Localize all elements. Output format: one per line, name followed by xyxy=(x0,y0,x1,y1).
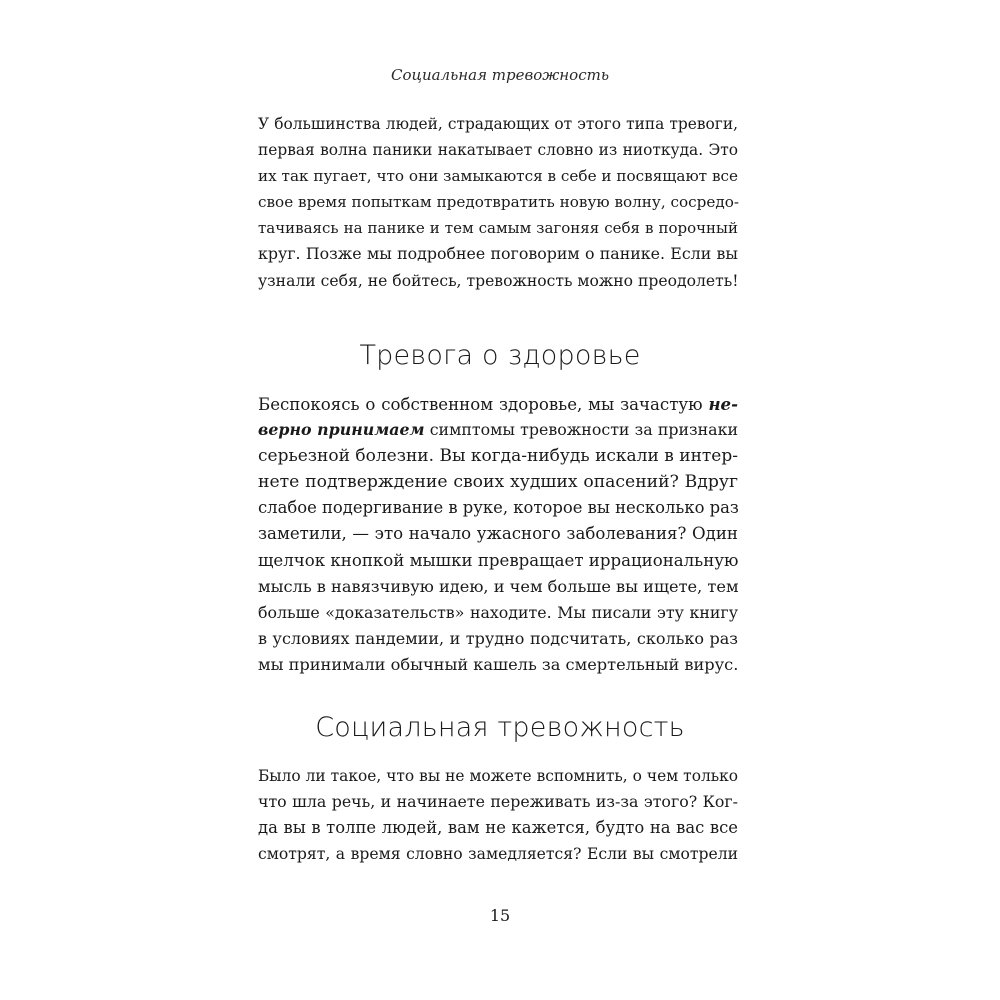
text-segment: Беспокоясь о собственном здоровье, мы зачастую xyxy=(258,395,709,414)
text-line: в условиях пандемии, и трудно подсчитать, сколько раз xyxy=(258,628,738,648)
text-line: Было ли такое, что вы не можете вспомнить, о чем только xyxy=(258,767,738,785)
text-line: что шла речь, и начинаете переживать из-за этого? Ког- xyxy=(258,792,738,812)
text-line xyxy=(258,391,738,417)
emphasis-text: не- xyxy=(708,394,738,414)
text-line: заметили, — это начало ужасного заболевания? Один xyxy=(258,524,738,544)
paragraph-health xyxy=(258,391,738,678)
text-line: нете подтверждение своих худших опасений? Вдруг xyxy=(258,472,738,493)
text-segment: симптомы тревожности за признаки xyxy=(424,420,738,440)
text-line xyxy=(258,417,738,443)
section-heading-health: Тревога о здоровье xyxy=(359,340,641,371)
paragraph-social xyxy=(258,763,738,867)
text-line: тачиваясь на панике и тем самым загоняя себя в порочный xyxy=(258,219,738,238)
emphasis-text: верно принимаем xyxy=(258,420,425,440)
section-heading-social: Социальная тревожность xyxy=(315,712,685,743)
text-line: мысль в навязчивую идею, и чем больше вы ищете, тем xyxy=(258,576,739,596)
text-line: первая волна паники накатывает словно из ниоткуда. Это xyxy=(258,141,738,160)
text-line: больше «доказательств» находите. Мы писали эту книгу xyxy=(258,602,738,622)
text-line: их так пугает, что они замыкаются в себе и посвящают все xyxy=(258,167,738,186)
text-line: да вы в толпе людей, вам не кажется, будто на вас все xyxy=(258,818,738,838)
text-line: У большинства людей, страдающих от этого типа тревоги, xyxy=(258,115,738,133)
running-head: Социальная тревожность xyxy=(390,66,610,84)
paragraph-panic xyxy=(258,111,738,294)
text-line: серьезной болезни. Вы когда-нибудь искали в интер- xyxy=(258,446,738,467)
page-number: 15 xyxy=(489,906,511,925)
text-line: щелчок кнопкой мышки превращает иррациональную xyxy=(258,550,739,570)
text-line: слабое подергивание в руке, которое вы несколько раз xyxy=(258,498,739,518)
text-line: круг. Позже мы подробнее поговорим о панике. Если вы xyxy=(258,244,738,264)
text-line: мы принимали обычный кашель за смертельный вирус. xyxy=(258,654,739,674)
text-line: узнали себя, не бойтесь, тревожность можно преодолеть! xyxy=(258,271,739,290)
text-line: свое время попыткам предотвратить новую волну, сосредо- xyxy=(258,193,739,212)
text-line: смотрят, а время словно замедляется? Если вы смотрели xyxy=(258,845,738,864)
